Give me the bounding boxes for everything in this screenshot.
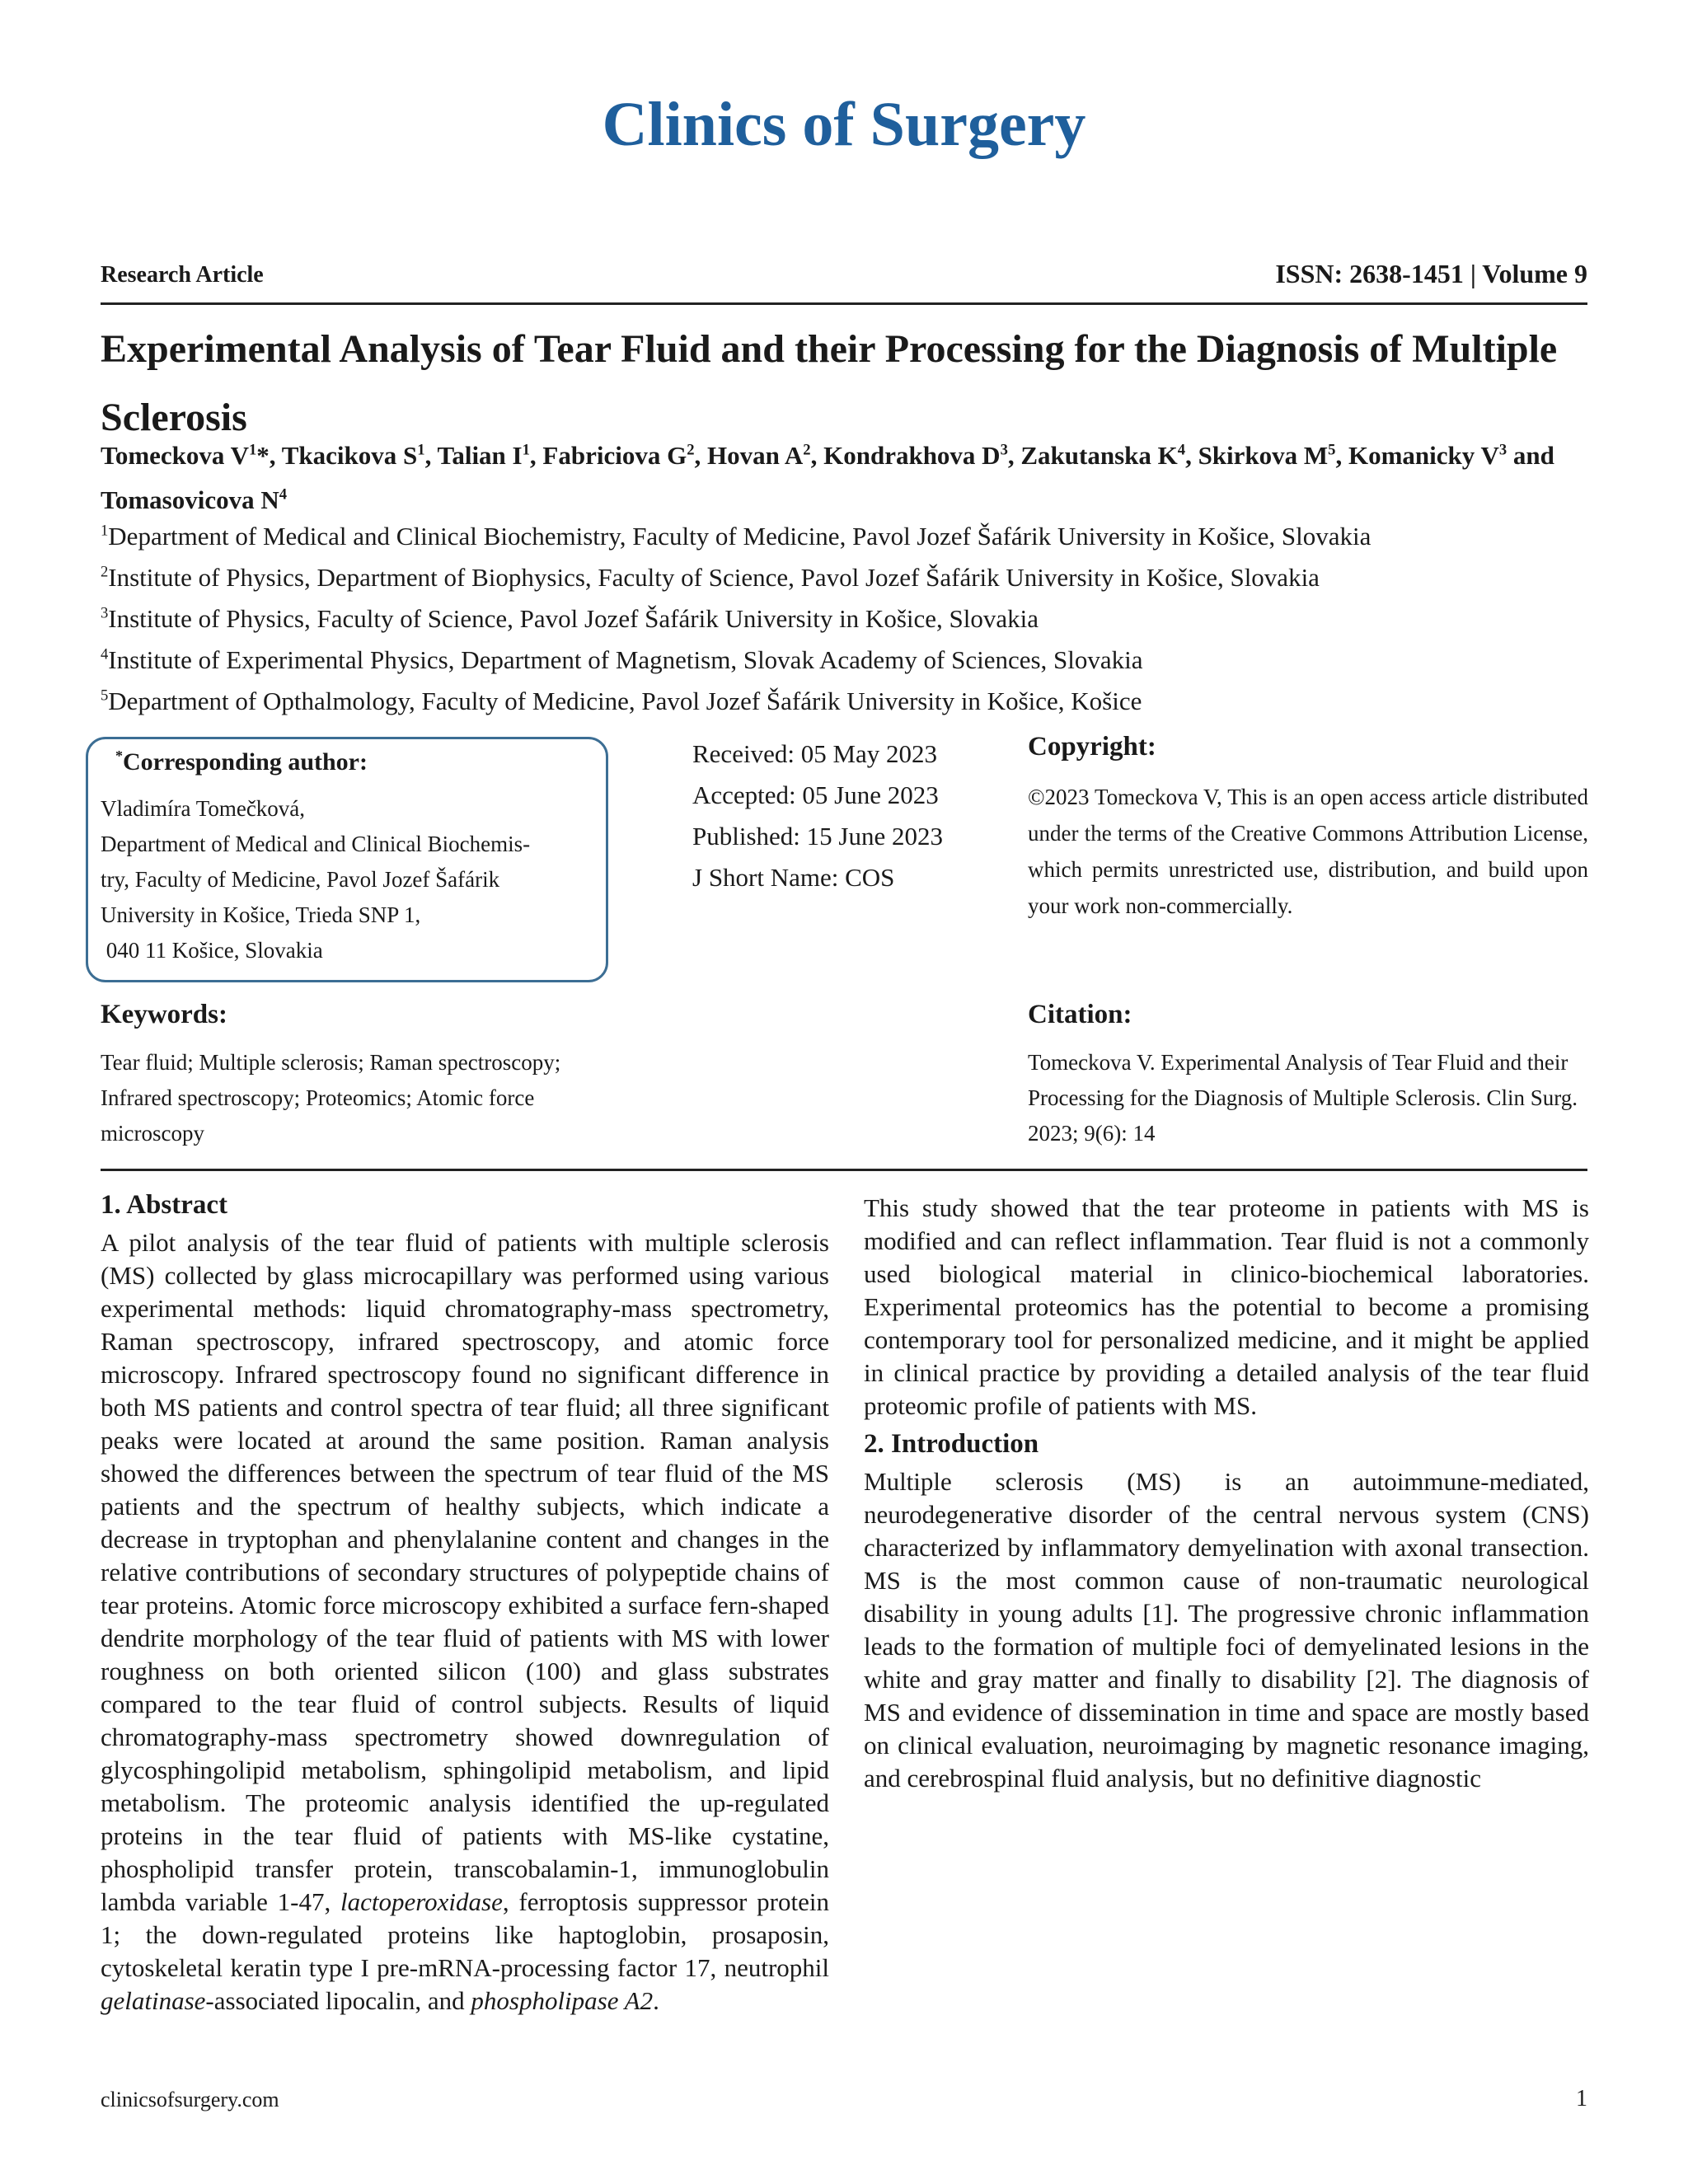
- keywords-title: Keywords:: [101, 1000, 227, 1029]
- abstract-paragraph-1: A pilot analysis of the tear fluid of patients with multiple sclerosis (MS) collected by glass microcapillary was performed using various experimental methods: liquid chromatography-mass spectrometry, Raman spectroscopy, infrared spectroscopy, and atomic force microscopy. Infrared spectroscopy found no significant difference in both MS patients and control spectra of tear fluid; all three significant peaks were located at around the same position. Raman analysis showed the differences between the spectrum of tear fluid of the MS patients and the spectrum of healthy subjects, which indicate a decrease in tryptophan and phenylalanine content and changes in the relative contributions of secondary structures of polypeptide chains of tear proteins. Atomic force microscopy exhibited a surface fern-shaped dendrite morphology of the tear fluid of patients with MS with lower roughness on both oriented silicon (100) and glass substrates compared to the tear fluid of control subjects. Results of liquid chromatography-mass spectrometry showed downregulation of glycosphingolipid metabolism, sphingolipid metabolism, and lipid metabolism. The proteomic analysis identified the up-regulated proteins in the tear fluid of patients with MS-like cystatine, phospholipid transfer protein, transcobalamin-1, immunoglobulin lambda variable 1-47, lactoperoxidase, ferroptosis suppressor protein 1; the down-regulated proteins like haptoglobin, prosaposin, cytoskeletal keratin type I pre-mRNA-processing factor 17, neutrophil gelatinase-associated lipocalin, and phospholipase A2.: [101, 1228, 829, 2015]
- section-rule: [101, 1169, 1587, 1171]
- corresponding-author-title: *Corresponding author:: [115, 748, 368, 776]
- article-dates: [692, 733, 943, 898]
- keywords-text: Tear fluid; Multiple sclerosis; Raman spectroscopy; Infrared spectroscopy; Proteomics; Atomic force microscopy: [101, 1050, 561, 1146]
- body-column-left: [101, 1183, 829, 2018]
- affiliation-2: $^2$Institute of Physics, Department of Biophysics, Faculty of Science, Pavol Jozef Šafárik University in Košice, Slovakia: [101, 563, 1320, 592]
- journal-short-name: J Short Name: COS: [692, 863, 895, 892]
- affiliation-5: $^5$Department of Opthalmology, Faculty of Medicine, Pavol Jozef Šafárik University in Košice, Košice: [101, 687, 1142, 715]
- body-column-right: [864, 1192, 1589, 1795]
- affiliation-3: $^3$Institute of Physics, Faculty of Science, Pavol Jozef Šafárik University in Košice, Slovakia: [101, 604, 1039, 633]
- page-number: 1: [1576, 2086, 1587, 2111]
- article-type: Research Article: [101, 262, 264, 288]
- affiliation-1: $^1$Department of Medical and Clinical Biochemistry, Faculty of Medicine, Pavol Jozef Šafárik University in Košice, Slovakia: [101, 522, 1372, 551]
- published-date: Published: 15 June 2023: [692, 822, 943, 851]
- citation-title: Citation:: [1028, 1000, 1132, 1029]
- affiliation-4: $^4$Institute of Experimental Physics, Department of Magnetism, Slovak Academy of Sciences, Slovakia: [101, 645, 1143, 674]
- journal-title: Clinics of Surgery: [602, 90, 1086, 159]
- header-rule: [101, 302, 1587, 305]
- abstract-paragraph-2: This study showed that the tear proteome in patients with MS is modified and can reflect inflammation. Tear fluid is not a commonly used biological material in clinico-biochemical laboratories. Experimental proteomics has the potential to become a promising contemporary tool for personalized medicine, and it might be applied in clinical practice by providing a detailed analysis of the tear fluid proteomic profile of patients with MS.: [864, 1193, 1589, 1420]
- issn-volume: ISSN: 2638-1451 | Volume 9: [1275, 259, 1587, 288]
- introduction-heading: 2. Introduction: [864, 1429, 1039, 1459]
- article-title: Experimental Analysis of Tear Fluid and their Processing for the Diagnosis of Multiple Sclerosis: [101, 327, 1558, 439]
- copyright-text: ©2023 Tomeckova V, This is an open access article distributed under the terms of the Creative Commons Attribution License, which permits unrestricted use, distribution, and build upon your work non-commercially.: [1028, 785, 1588, 918]
- citation-text: Tomeckova V. Experimental Analysis of Tear Fluid and their Processing for the Diagnosis of Multiple Sclerosis. Clin Surg. 2023; 9(6): 14: [1028, 1050, 1578, 1146]
- corresponding-author-details: Vladimíra Tomečková, Department of Medical and Clinical Biochemis- try, Faculty of Medicine, Pavol Jozef Šafárik University in Košice, Trieda SNP 1, 040 11 Košice, Slovakia: [101, 796, 531, 963]
- introduction-paragraph-1: Multiple sclerosis (MS) is an autoimmune-mediated, neurodegenerative disorder of the central nervous system (CNS) characterized by inflammatory demyelination with axonal transection. MS is the most common cause of non-traumatic neurological disability in young adults [1]. The progressive chronic inflammation leads to the formation of multiple foci of demyelinated lesions in the white and gray matter and finally to disability [2]. The diagnosis of MS and evidence of dissemination in time and space are mostly based on clinical evaluation, neuroimaging by magnetic resonance imaging, and cerebrospinal fluid analysis, but no definitive diagnostic: [864, 1467, 1589, 1793]
- abstract-heading: 1. Abstract: [101, 1190, 227, 1220]
- accepted-date: Accepted: 05 June 2023: [692, 780, 939, 809]
- copyright-title: Copyright:: [1028, 732, 1156, 762]
- footer-site: clinicsofsurgery.com: [101, 2088, 279, 2111]
- received-date: Received: 05 May 2023: [692, 739, 938, 768]
- affiliations: [101, 516, 1587, 722]
- author-list: Tomeckova $V^1*$, Tkacikova $S^1$, Talian $I^1$, Fabriciova $G^2$, Hovan $A^2$, Kondrakhova $D^3$, Zakutanska $K^4$, Skirkova $M^5$, Komanicky $V^3$ and Tomasovicova $N^4$: [101, 441, 1561, 514]
